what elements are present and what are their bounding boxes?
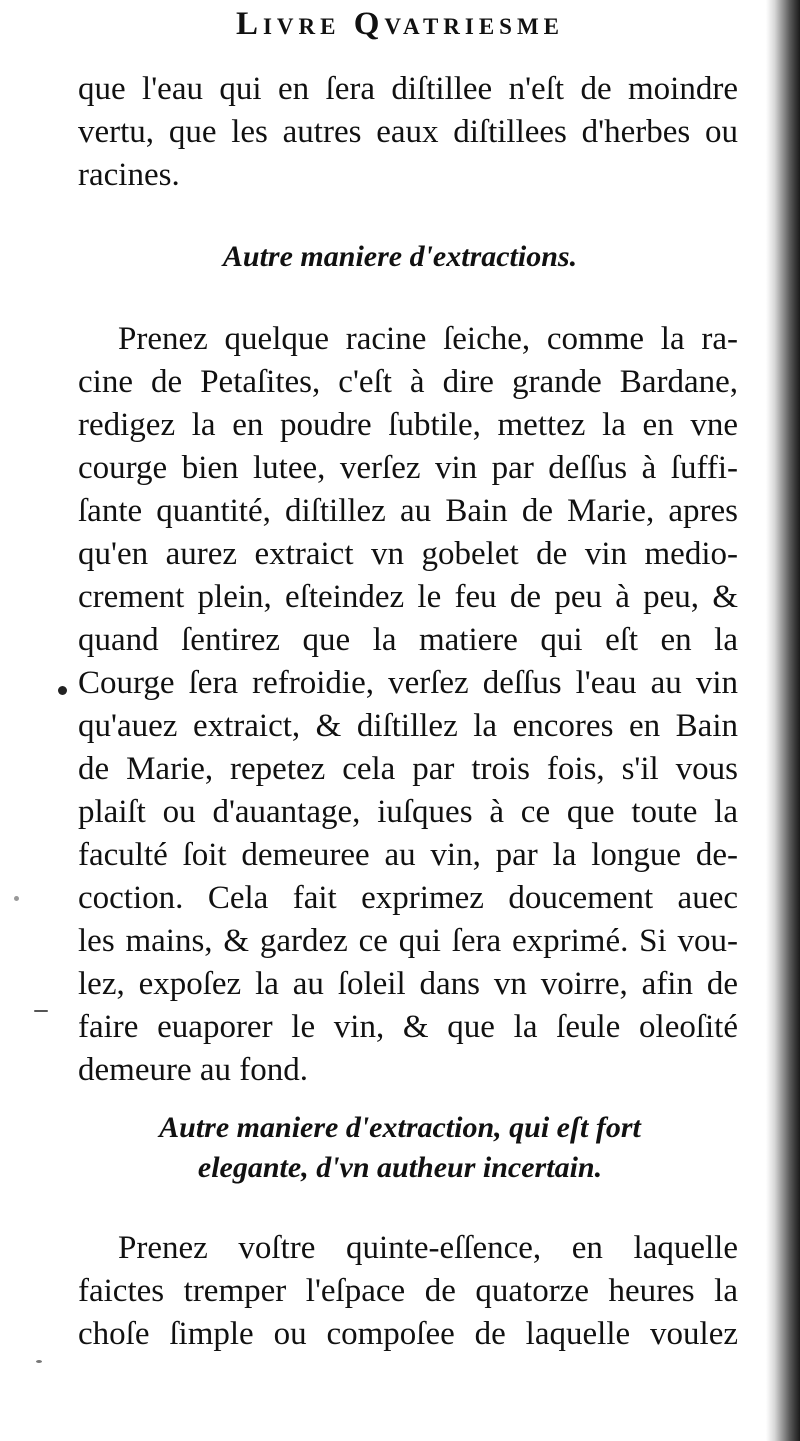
text-line: choſe ſimple ou compoſee de laquelle voulez <box>78 1316 738 1352</box>
text-line: ſante quantité, diſtillez au Bain de Marie, apres <box>78 493 738 529</box>
text-line: crement plein, eſteindez le feu de peu à peu, & <box>78 579 738 615</box>
text-line: redigez la en poudre ſubtile, mettez la en vne <box>78 407 738 443</box>
text-line: Courge ſera refroidie, verſez deſſus l'eau au vin <box>78 665 738 701</box>
text-line: les mains, & gardez ce qui ſera exprimé. Si vou- <box>78 923 738 959</box>
paragraph-extraction <box>78 318 738 1092</box>
section-heading-2-line-1: Autre maniere d'extraction, qui eſt fort <box>159 1111 641 1144</box>
text-line: cine de Petaſites, c'eſt à dire grande Bardane, <box>78 364 738 400</box>
text-line: Prenez voſtre quinte-eſſence, en laquelle <box>118 1230 738 1266</box>
paragraph-continuation <box>78 68 738 197</box>
text-line: courge bien lutee, verſez vin par deſſus à ſuffi- <box>78 450 738 486</box>
text-line: plaiſt ou d'auantage, iuſques à ce que toute la <box>78 794 738 830</box>
ink-speck <box>58 686 67 695</box>
text-line: demeure au fond. <box>78 1052 308 1088</box>
ink-speck <box>36 1360 42 1363</box>
text-line: de Marie, repetez cela par trois fois, s'il vous <box>78 751 738 787</box>
text-line: qu'auez extraict, & diſtillez la encores en Bain <box>78 708 738 744</box>
text-line: quand ſentirez que la matiere qui eſt en la <box>78 622 738 658</box>
running-head: Livre Qvatriesme <box>235 6 565 42</box>
section-heading-1: Autre maniere d'extractions. <box>222 240 578 273</box>
ink-speck <box>34 1010 48 1012</box>
paragraph-quintessence <box>78 1227 738 1356</box>
text-line: lez, expoſez la au ſoleil dans vn voirre, afin de <box>78 966 738 1002</box>
section-heading-2 <box>0 1108 800 1188</box>
text-line: racines. <box>78 157 180 193</box>
text-line: Prenez quelque racine ſeiche, comme la ra- <box>118 321 738 357</box>
text-line: coction. Cela fait exprimez doucement auec <box>78 880 738 916</box>
text-line: faictes tremper l'eſpace de quatorze heures la <box>78 1273 738 1309</box>
text-line: faire euaporer le vin, & que la ſeule oleoſité <box>78 1009 738 1045</box>
text-line: faculté ſoit demeuree au vin, par la longue de- <box>78 837 738 873</box>
text-line: vertu, que les autres eaux diſtillees d'herbes ou <box>78 114 738 150</box>
section-heading-2-line-2: elegante, d'vn autheur incertain. <box>197 1151 603 1184</box>
text-line: que l'eau qui en ſera diſtillee n'eſt de moindre <box>78 71 738 107</box>
binding-gutter <box>766 0 800 1441</box>
ink-speck <box>14 896 19 901</box>
text-line: qu'en aurez extraict vn gobelet de vin medio- <box>78 536 738 572</box>
